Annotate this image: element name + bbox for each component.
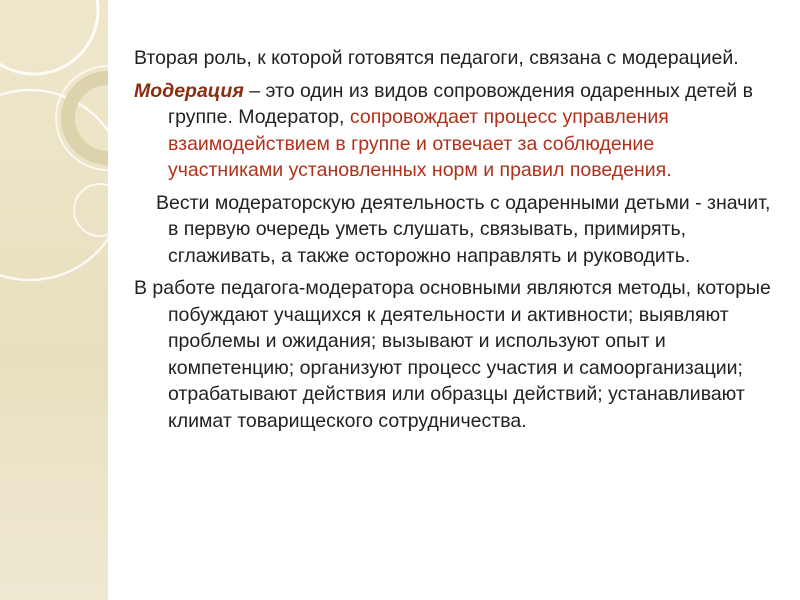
paragraph-text: Вести модераторскую деятельность с одаренными детьми - значит, в первую очередь уметь слушать, связывать, примирять, сглаживать, а также осторожно направлять и руководить. — [156, 191, 771, 267]
ring-small — [74, 184, 108, 236]
paragraph-text: В работе педагога-модератора основными являются методы, которые побуждают учащихся к деятельности и активности; выявляют проблемы и ожидания; вызывают и используют опыт и компетенцию; организуют процесс участия и самоорганизации; отрабатывают действия или образцы действий; устанавливают климат товарищеского сотрудничества. — [134, 277, 771, 432]
decorative-side-band — [0, 0, 108, 600]
paragraph-moderation-role — [134, 45, 774, 72]
definition-text: – это один из видов сопровождения одаренных детей в группе. Модератор, — [168, 79, 753, 128]
paragraph-moderation-definition — [134, 78, 774, 184]
decorative-rings — [0, 0, 108, 600]
ring-top — [0, 0, 98, 74]
definition-highlight: сопровождает процесс управления взаимодействием в группе и отвечает за соблюдение участниками установленных норм и правил поведения. — [168, 106, 672, 181]
paragraph-text: Вторая роль, к которой готовятся педагоги, связана с модерацией. — [134, 47, 739, 69]
paragraph-moderator-methods — [134, 275, 774, 434]
term-moderation: Модерация — [134, 79, 244, 102]
ring-thick — [68, 78, 108, 158]
paragraph-moderator-activity — [146, 190, 774, 270]
slide-body — [134, 45, 774, 440]
